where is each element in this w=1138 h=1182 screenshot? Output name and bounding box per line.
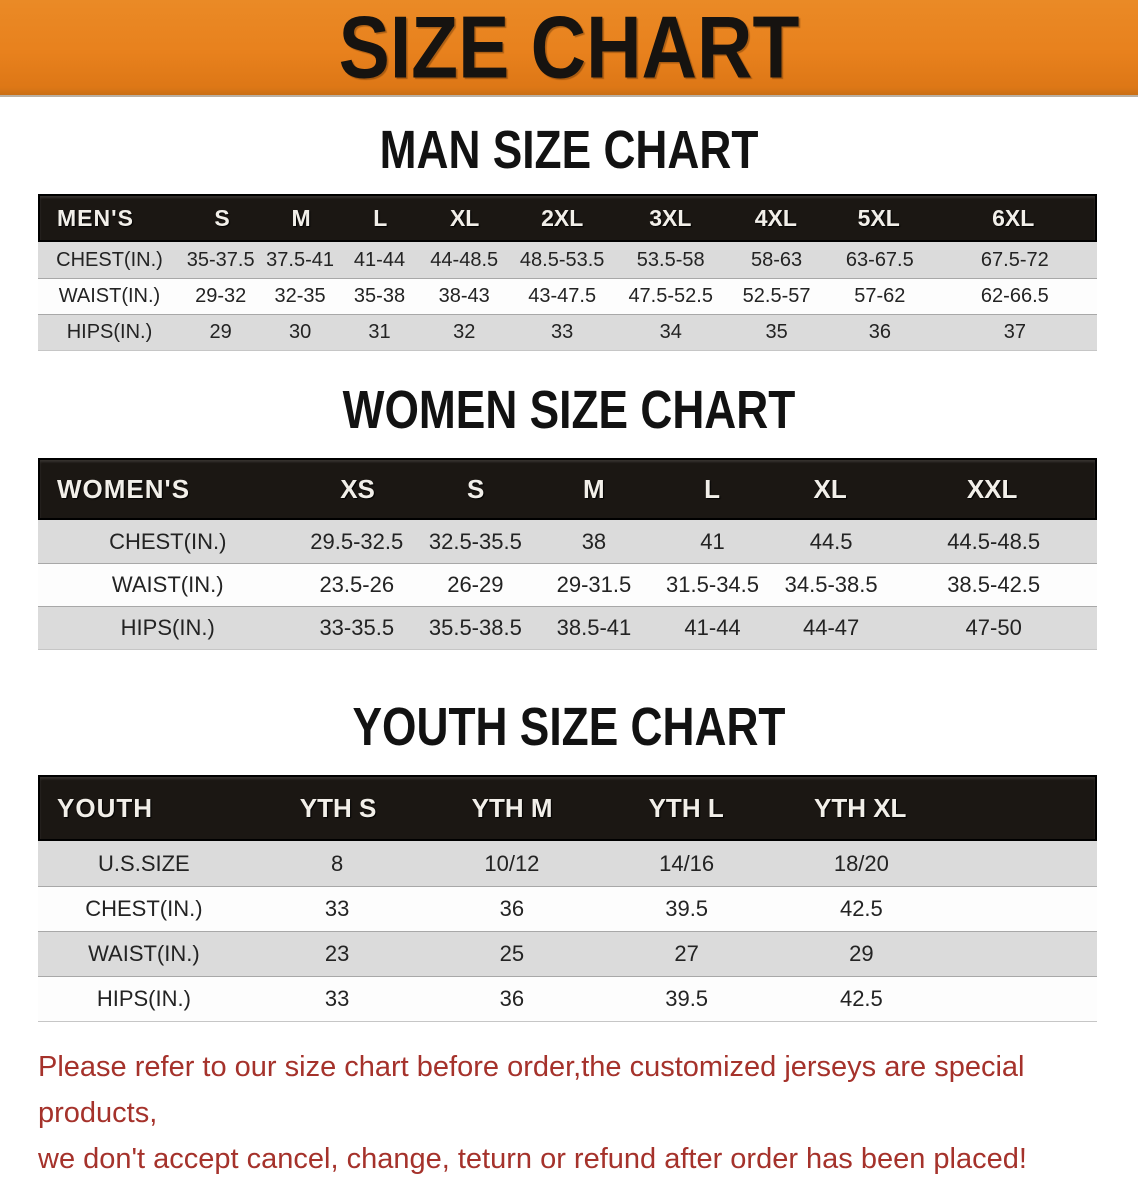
column-header: M <box>291 204 311 231</box>
cell-value: 27 <box>674 941 699 966</box>
row-label: HIPS(IN.) <box>96 986 191 1011</box>
women-section-heading-text: WOMEN SIZE CHART <box>342 380 796 440</box>
column-header: XL <box>449 204 480 231</box>
table-row <box>38 841 1097 886</box>
banner-title: SIZE CHART <box>338 0 800 97</box>
cell-value: 37 <box>1003 321 1026 343</box>
cell-value: 41-44 <box>353 248 406 271</box>
cell-value: 58-63 <box>751 248 803 271</box>
column-header: 3XL <box>649 204 692 231</box>
cell-value: 38.5-42.5 <box>947 572 1041 597</box>
row-label: HIPS(IN.) <box>66 321 153 343</box>
cell-value: 41 <box>700 528 725 554</box>
disclaimer-line-2: we don't accept cancel, change, teturn or refund after order has been placed! <box>38 1143 1027 1175</box>
table-row <box>38 976 1097 1021</box>
row-label: CHEST(IN.) <box>56 248 163 271</box>
cell-value: 30 <box>288 321 312 343</box>
cell-value: 44.5-48.5 <box>947 528 1041 554</box>
column-header: YTH L <box>648 792 724 823</box>
cell-value: 67.5-72 <box>980 248 1049 271</box>
men-size-table <box>38 194 1097 351</box>
cell-value: 18/20 <box>833 850 889 876</box>
cell-value: 33 <box>551 321 574 343</box>
cell-value: 29-31.5 <box>556 572 632 597</box>
cell-value: 38.5-41 <box>556 615 632 640</box>
cell-value: 32 <box>453 321 476 343</box>
cell-value: 25 <box>499 941 525 966</box>
row-label: WAIST(IN.) <box>88 941 200 966</box>
table-header-row <box>38 194 1097 242</box>
row-label: CHEST(IN.) <box>85 896 203 921</box>
cell-value: 47.5-52.5 <box>628 285 713 307</box>
cell-value: 23.5-26 <box>319 572 395 597</box>
cell-value: 47-50 <box>965 615 1022 640</box>
table-row <box>38 278 1097 314</box>
cell-value: 35-37.5 <box>186 248 255 271</box>
cell-value: 52.5-57 <box>742 285 811 307</box>
row-label: WAIST(IN.) <box>58 285 161 307</box>
cell-value: 44-47 <box>802 615 860 640</box>
cell-value: 29-32 <box>195 285 247 307</box>
cell-value: 29.5-32.5 <box>310 528 404 554</box>
cell-value: 62-66.5 <box>980 285 1049 307</box>
table-row <box>38 886 1097 931</box>
row-label: CHEST(IN.) <box>109 528 227 554</box>
cell-value: 53.5-58 <box>636 248 705 271</box>
row-label: WAIST(IN.) <box>111 572 224 597</box>
table-row <box>38 563 1097 606</box>
cell-value: 34 <box>659 321 682 343</box>
youth-section-heading-text: YOUTH SIZE CHART <box>352 697 786 757</box>
column-header: YTH S <box>299 792 377 823</box>
cell-value: 33 <box>324 896 350 921</box>
cell-value: 8 <box>331 850 344 876</box>
cell-value: 31.5-34.5 <box>666 572 760 597</box>
cell-value: 36 <box>499 986 525 1011</box>
cell-value: 57-62 <box>854 285 906 307</box>
cell-value: 44-48.5 <box>430 248 499 271</box>
order-disclaimer <box>0 1044 1138 1182</box>
table-header-row <box>38 775 1097 841</box>
cell-value: 63-67.5 <box>845 248 914 271</box>
cell-value: 32-35 <box>274 285 326 307</box>
row-label: HIPS(IN.) <box>120 615 215 640</box>
cell-value: 48.5-53.5 <box>519 248 605 271</box>
cell-value: 29 <box>209 321 232 343</box>
table-title: YOUTH <box>57 792 153 823</box>
women-size-table <box>38 458 1097 650</box>
cell-value: 38 <box>581 528 607 554</box>
women-section-heading <box>0 380 1138 440</box>
cell-value: 39.5 <box>665 896 709 921</box>
column-header: S <box>214 204 230 231</box>
column-header: XL <box>813 473 847 504</box>
column-header: M <box>583 473 605 504</box>
cell-value: 36 <box>499 896 525 921</box>
cell-value: 26-29 <box>447 572 504 597</box>
disclaimer-line-1: Please refer to our size chart before order,the customized jerseys are special products, <box>38 1051 1025 1129</box>
column-header: XXL <box>966 473 1018 504</box>
youth-section-heading <box>0 697 1138 757</box>
size-chart-banner <box>0 0 1138 97</box>
column-header: 5XL <box>857 204 900 231</box>
table-row <box>38 606 1097 649</box>
column-header: XS <box>340 473 375 504</box>
cell-value: 14/16 <box>659 850 715 876</box>
cell-value: 38-43 <box>438 285 490 307</box>
cell-value: 35.5-38.5 <box>428 615 522 640</box>
men-section-heading-text: MAN SIZE CHART <box>379 120 759 180</box>
table-row <box>38 314 1097 350</box>
cell-value: 41-44 <box>684 615 741 640</box>
table-title: MEN'S <box>57 204 134 231</box>
cell-value: 34.5-38.5 <box>784 572 878 597</box>
row-label: U.S.SIZE <box>98 850 190 876</box>
column-header: S <box>467 473 485 504</box>
cell-value: 35 <box>765 321 788 343</box>
table-title: WOMEN'S <box>57 473 191 504</box>
cell-value: 23 <box>324 941 350 966</box>
table-header-row <box>38 458 1097 520</box>
cell-value: 32.5-35.5 <box>428 528 522 554</box>
cell-value: 42.5 <box>839 986 883 1011</box>
youth-size-table <box>38 775 1097 1022</box>
cell-value: 35-38 <box>353 285 406 307</box>
cell-value: 43-47.5 <box>528 285 597 307</box>
column-header: 4XL <box>754 204 797 231</box>
cell-value: 31 <box>368 321 391 343</box>
column-header: YTH M <box>471 792 553 823</box>
table-row <box>38 520 1097 563</box>
cell-value: 42.5 <box>839 896 883 921</box>
cell-value: 37.5-41 <box>266 248 334 271</box>
column-header: 6XL <box>992 204 1035 231</box>
column-header: L <box>373 204 388 231</box>
cell-value: 33-35.5 <box>319 615 395 640</box>
cell-value: 29 <box>849 941 874 966</box>
cell-value: 44.5 <box>809 528 853 554</box>
cell-value: 33 <box>324 986 350 1011</box>
table-row <box>38 242 1097 278</box>
cell-value: 39.5 <box>665 986 709 1011</box>
cell-value: 10/12 <box>484 850 540 876</box>
cell-value: 36 <box>868 321 891 343</box>
column-header: L <box>704 473 720 504</box>
column-header: YTH XL <box>813 792 907 823</box>
column-header: 2XL <box>541 204 584 231</box>
men-section-heading <box>0 120 1138 180</box>
table-row <box>38 931 1097 976</box>
